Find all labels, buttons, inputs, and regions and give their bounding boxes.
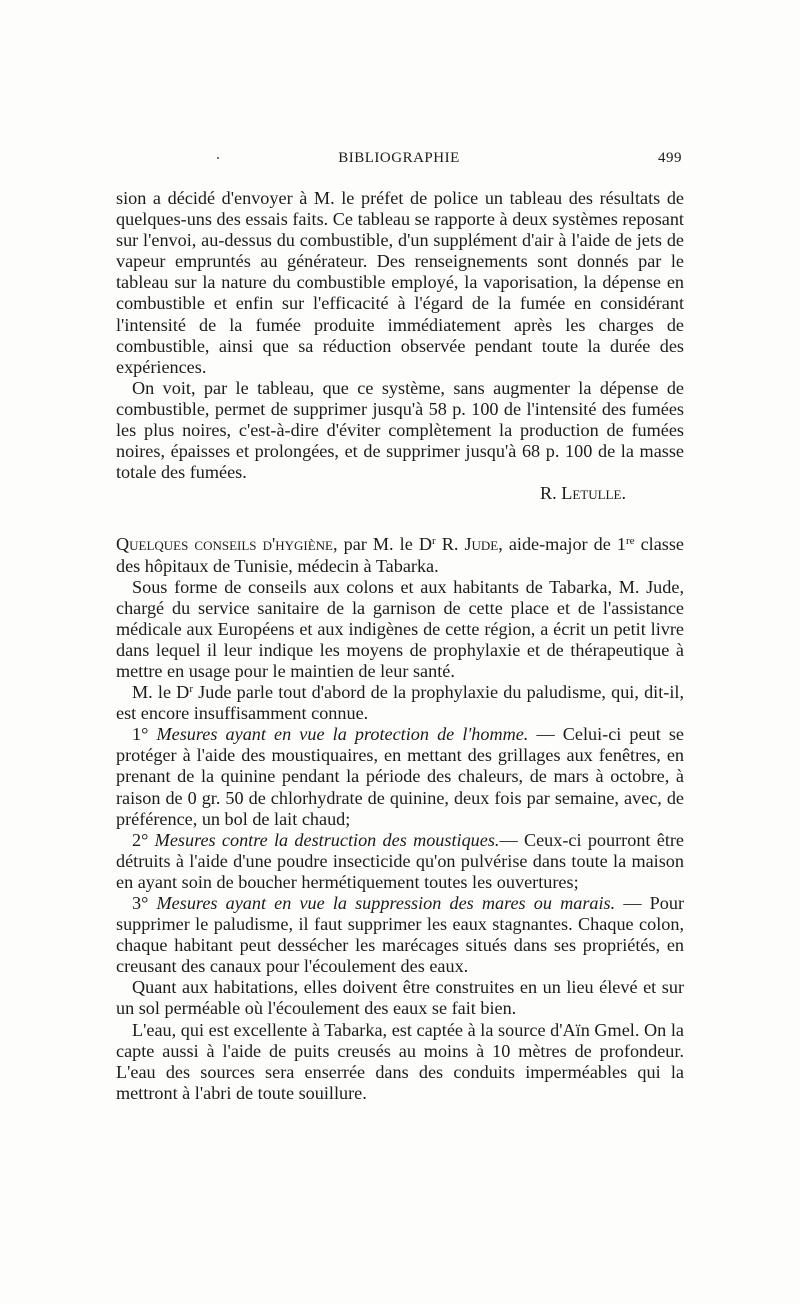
item-title: Mesures ayant en vue la suppression des mares ou marais.: [156, 893, 616, 913]
paragraph: L'eau, qui est excellente à Tabarka, est captée à la source d'Aïn Gmel. On la capte aussi à l'aide de puits creusés au moins à 10 mètres de profondeur. L'eau des sources sera enserrée dans des conduits imperméables qui la mettront à l'abri de toute souillure.: [116, 1019, 684, 1103]
paragraph: On voit, par le tableau, que ce système, sans augmenter la dépense de combustible, permet de supprimer jusqu'à 58 p. 100 de l'intensité des fumées les plus noires, c'est-à-dire d'éviter complètement la production de fumées noires, épaisses et prolongées, et de supprimer jusqu'à 68 p. 100 de la masse totale des fumées.: [116, 377, 684, 483]
heading-title: Quelques conseils d'hygiène,: [116, 534, 338, 555]
page-body: [116, 188, 684, 1104]
item-title: Mesures ayant en vue la protection de l'homme.: [156, 724, 529, 745]
item-title: Mesures contre la destruction des moustiques.: [154, 829, 500, 850]
signature: R. Letulle.: [540, 483, 626, 504]
list-item: 2° Mesures contre la destruction des moustiques.— Ceux-ci pourront être détruits à l'aide d'une poudre insecticide qu'on pulvérise dans toute la maison en ayant soin de boucher hermétiquement toutes les ouvertures;: [116, 829, 685, 892]
heading-author: R. Jude,: [435, 534, 503, 555]
running-title: BIBLIOGRAPHIE: [338, 150, 460, 166]
list-item: 1° Mesures ayant en vue la protection de l'homme. — Celui-ci peut se protéger à l'aide des moustiquaires, en mettant des grillages aux fenêtres, en prenant de la quinine pendant la période des chaleurs, de mars à octobre, à raison de 0 gr. 50 de chlorhydrate de quinine, deux fois par semaine, avec, de préférence, un bol de lait chaud;: [116, 724, 684, 829]
list-item: 3° Mesures ayant en vue la suppression des mares ou marais. — Pour supprimer le paludisme, il faut supprimer les eaux stagnantes. Chaque colon, chaque habitant peut dessécher les marécages situés dans ses propriétés, en creusant des canaux pour l'écoulement des eaux.: [116, 893, 685, 977]
paragraph: Sous forme de conseils aux colons et aux habitants de Tabarka, M. Jude, chargé du service sanitaire de la garnison de cette place et de l'assistance médicale aux Européens et aux indigènes de cette région, a écrit un petit livre dans lequel il leur indique les moyens de prophylaxie et de thérapeutique à mettre en usage pour le maintien de leur santé.: [116, 576, 684, 681]
paragraph: sion a décidé d'envoyer à M. le préfet de police un tableau des résultats de quelques-uns des essais faits. Ce tableau se rapporte à deux systèmes reposant sur l'envoi, au-dessus du combustible, d'un supplément d'air à l'aide de jets de vapeur empruntés au générateur. Des renseignements sont donnés par le tableau sur la nature du combustible employé, la vaporisation, la dépense en combustible et enfin sur l'efficacité à l'égard de la fumée en considérant l'intensité de la fumée produite immédiatement après les charges de combustible, ainsi que sa réduction observée pendant toute la durée des expériences.: [116, 188, 684, 377]
page-number: 499: [658, 150, 682, 166]
section-heading: Quelques conseils d'hygiène, par M. le $D^r$ R. Jude, aide-major de 1re classe des hôpitaux de Tunisie, médecin à Tabarka.: [116, 534, 684, 576]
paragraph: M. le $D^r$ Jude parle tout d'abord de la prophylaxie du paludisme, qui, dit-il, est encore insuffisamment connue.: [116, 682, 684, 724]
paragraph: Quant aux habitations, elles doivent être construites en un lieu élevé et sur un sol perméable où l'écoulement des eaux se fait bien.: [116, 977, 684, 1019]
running-header: [116, 150, 682, 174]
